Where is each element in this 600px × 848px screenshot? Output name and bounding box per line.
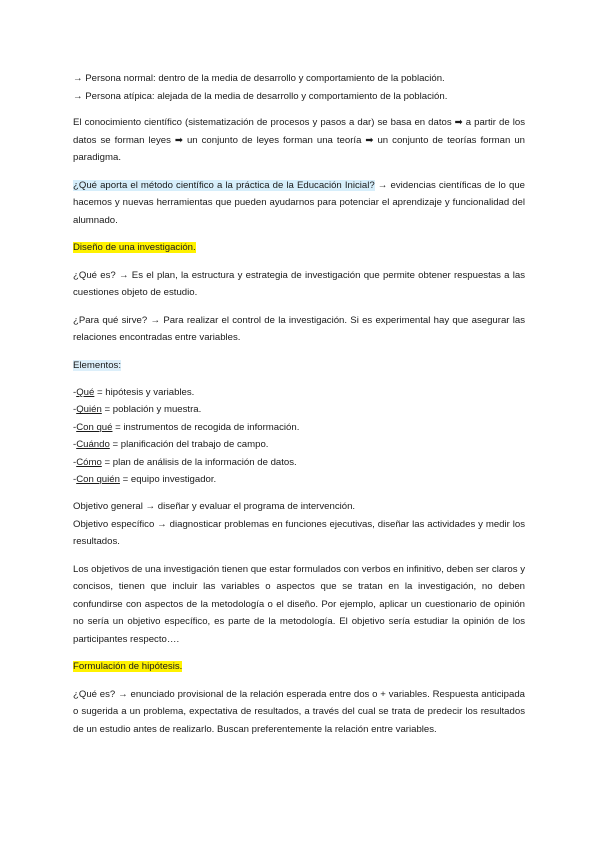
paragraph-aporta	[73, 177, 525, 230]
line-persona-atipica: → Persona atípica: alejada de la media de desarrollo y comportamiento de la población.	[73, 90, 448, 102]
paragraph-hipotesis: ¿Qué es? → enunciado provisional de la relación esperada entre dos o + variables. Respuesta anticipada o sugerida a un problema, expectativa de resultados, a través del cual se trata de predecir los resultados de un estudio antes de realizarlo. Buscan preferentemente la relación entre variables.	[73, 688, 525, 735]
objetivo-general: Objetivo general → diseñar y evaluar el programa de intervención.	[73, 501, 356, 513]
paragraph-conocimiento: El conocimiento científico (sistematización de procesos y pasos a dar) se basa en datos ➡ a partir de los datos se forman leyes ➡ un conjunto de leyes forman una teoría ➡ un conjunto de teorías forman un paradigma.	[73, 117, 525, 163]
question-aporta: ¿Qué aporta el método científico a la práctica de la Educación Inicial?	[73, 179, 375, 191]
list-item: -Cuándo = planificación del trabajo de campo.	[73, 439, 269, 451]
heading-hipotesis: Formulación de hipótesis.	[73, 661, 183, 673]
line-persona-normal: → Persona normal: dentro de la media de desarrollo y comportamiento de la población.	[73, 73, 445, 84]
list-item: -Con qué = instrumentos de recogida de información.	[73, 421, 300, 433]
elementos-list	[73, 384, 525, 488]
list-item: -Cómo = plan de análisis de la información de datos.	[73, 456, 297, 468]
paragraph-para-que: ¿Para qué sirve? → Para realizar el control de la investigación. Si es experimental hay que asegurar las relaciones encontradas entre variables.	[73, 314, 525, 343]
document-page	[73, 70, 525, 738]
heading-elementos: Elementos:	[73, 359, 121, 371]
paragraph-objetivos: Los objetivos de una investigación tienen que estar formulados con verbos en infinitivo, deben ser claros y concisos, tienen que incluir las variables o aspectos que se tratan en la investigación, no deben confundirse con aspectos de la metodología o el diseño. Por ejemplo, aplicar un cuestionario de opinión no sería un objetivo específico, es parte de la metodología. El objetivo sería estudiar la opinión de los participantes respecto….	[73, 563, 525, 645]
paragraph-que-es: ¿Qué es? → Es el plan, la estructura y estrategia de investigación que permite obtener respuestas a las cuestiones objeto de estudio.	[73, 269, 525, 298]
objetivo-especifico: Objetivo específico → diagnosticar problemas en funciones ejecutivas, diseñar las actividades y medir los resultados.	[73, 518, 525, 548]
heading-diseno: Diseño de una investigación.	[73, 242, 196, 253]
list-item: -Qué = hipótesis y variables.	[73, 387, 195, 398]
answer-aporta: → evidencias científicas de lo que hacemos y nuevas herramientas que pueden ayudarnos para potenciar el aprendizaje y funcionalidad del alumnado.	[73, 179, 525, 226]
list-item: -Quién = población y muestra.	[73, 404, 202, 416]
list-item: -Con quién = equipo investigador.	[73, 474, 217, 486]
